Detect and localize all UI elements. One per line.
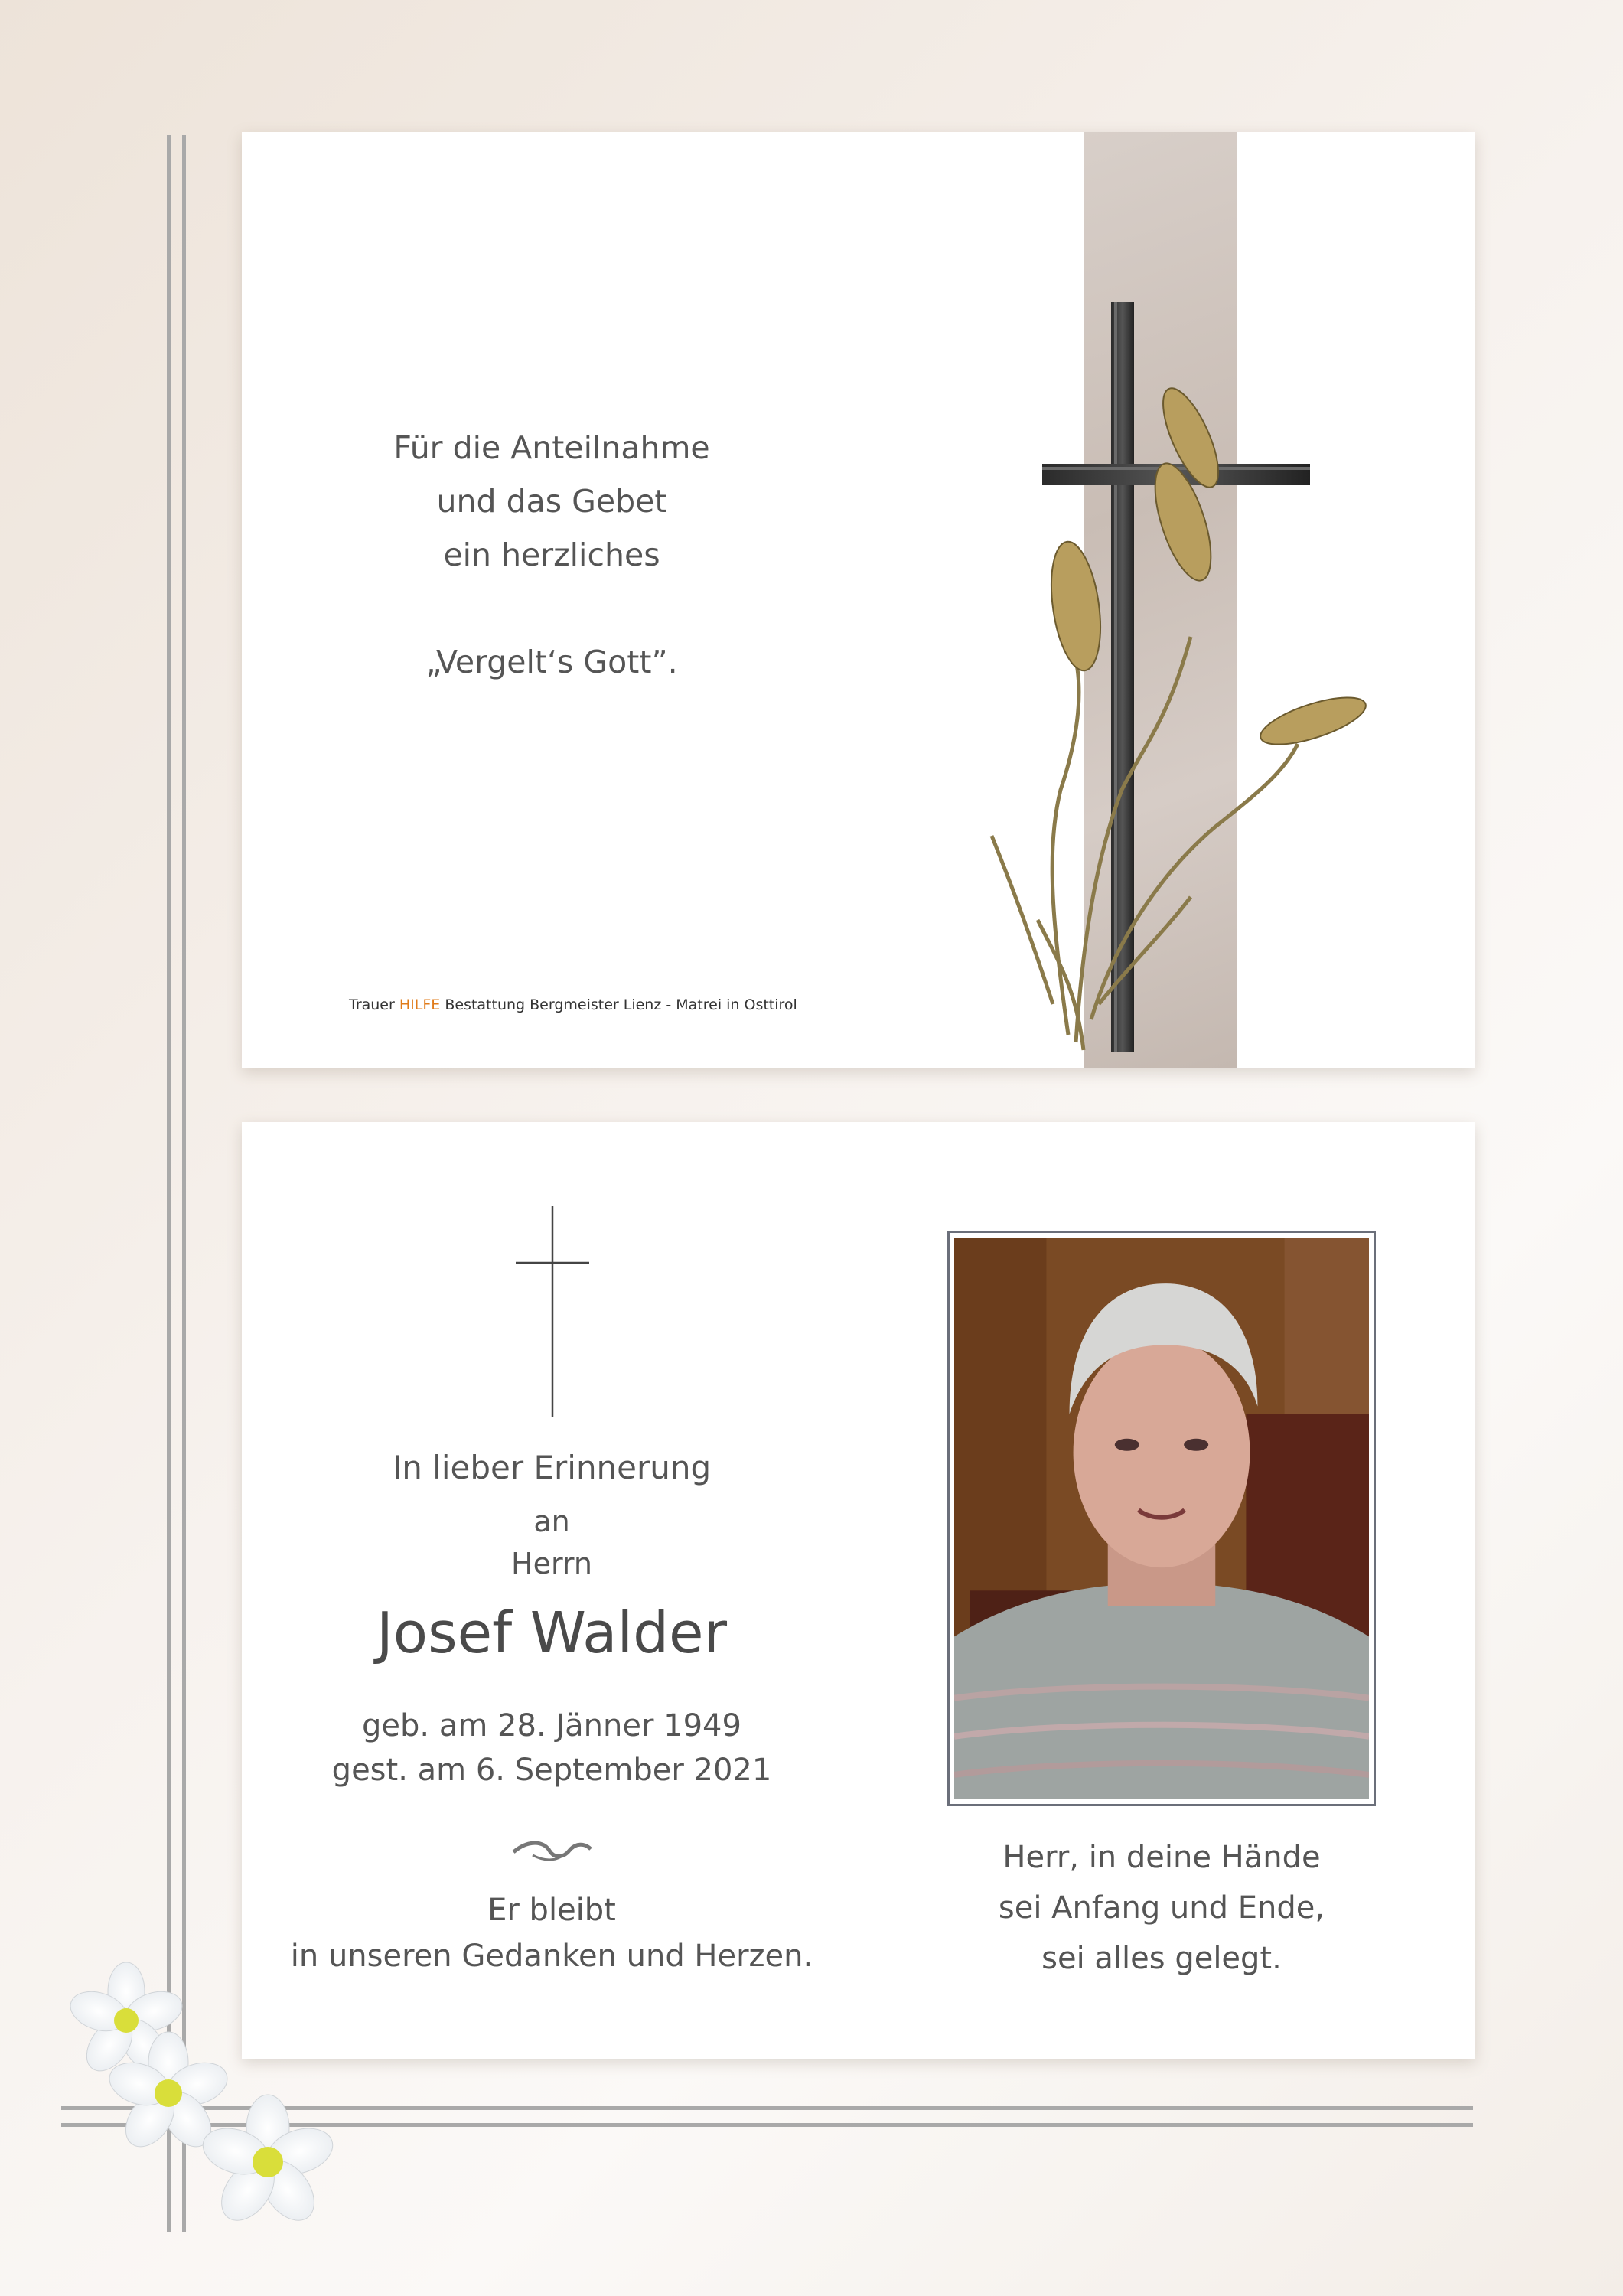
- verse-line-1: Herr, in deine Hände: [1002, 1840, 1321, 1875]
- cross-icon: [514, 1206, 591, 1417]
- wheat-icon: [992, 637, 1298, 1050]
- footer-credit: [349, 996, 797, 1013]
- frame-line-vertical-2: [182, 135, 186, 2232]
- thanks-line-1: Für die Anteilnahme: [393, 429, 710, 466]
- remembrance-line-1: Er bleibt: [487, 1893, 616, 1928]
- thanks-line-2: und das Gebet: [436, 483, 667, 520]
- flourish-icon: [510, 1835, 594, 1866]
- birth-date: geb. am 28. Jänner 1949: [362, 1708, 741, 1743]
- thanks-line-3: ein herzliches: [443, 536, 660, 573]
- death-date: gest. am 6. September 2021: [331, 1753, 772, 1788]
- title-text: Herrn: [511, 1547, 592, 1580]
- frame-line-vertical-1: [167, 135, 171, 2232]
- footer-suffix: Bestattung Bergmeister Lienz - Matrei in Osttirol: [445, 996, 797, 1013]
- memorial-card: [242, 1122, 1475, 2059]
- verse-line-3: sei alles gelegt.: [1041, 1941, 1282, 1976]
- deceased-name: Josef Walder: [376, 1600, 728, 1666]
- portrait-frame: [947, 1231, 1376, 1806]
- an-text: an: [533, 1505, 570, 1538]
- footer-prefix: Trauer: [349, 996, 395, 1013]
- remembrance-line-2: in unseren Gedanken und Herzen.: [290, 1939, 813, 1974]
- wheat-ears: [1044, 381, 1370, 754]
- thanks-closing: „Vergelt‘s Gott”.: [425, 644, 678, 680]
- thanks-card: [242, 132, 1475, 1068]
- flower-icon: [54, 1959, 360, 2242]
- portrait-photo: [954, 1238, 1369, 1799]
- cross-wheat-icon: [961, 162, 1405, 1068]
- verse-line-2: sei Anfang und Ende,: [998, 1890, 1325, 1926]
- footer-highlight: HILFE: [399, 996, 441, 1013]
- intro-text: In lieber Erinnerung: [392, 1449, 712, 1486]
